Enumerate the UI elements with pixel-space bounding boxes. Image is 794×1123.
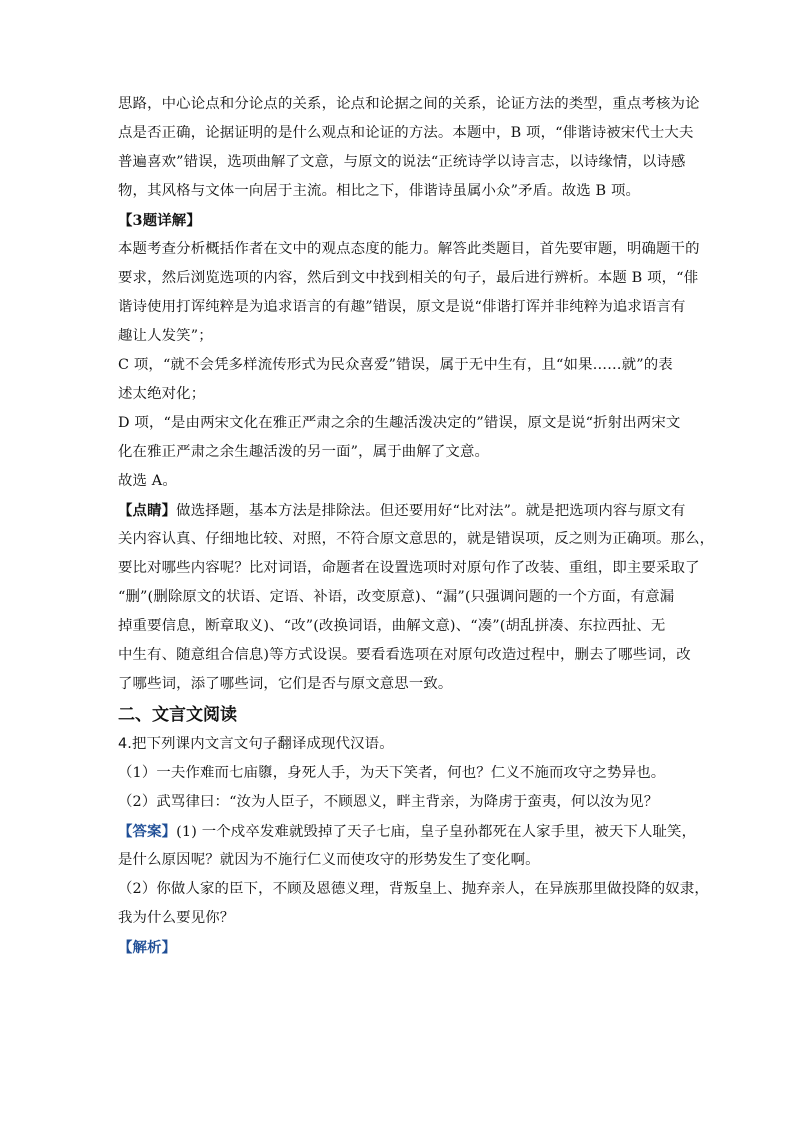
tips-block [118,496,715,699]
q3-heading: 【3题详解】 [118,212,201,229]
text-line: 要比对哪些内容呢？比对词语，命题者在设置选项时对原句作了改装、重组，即主要采取了 [118,560,700,576]
section-title: 二、文言文阅读 [118,705,237,725]
analysis-label: 【解析】 [118,939,177,956]
text-line: 本题考查分析概括作者在文中的观点态度的能力。解答此类题目，首先要审题，明确题干的 [118,241,700,257]
text-line: 掉重要信息，断章取义)、“改”(改换词语，曲解文意)、“凑”(胡乱拼凑、东拉西扯、无 [118,618,666,634]
text-line: 述太绝对化； [118,386,206,402]
question-prompt: 4.把下列课内文言文句子翻译成现代汉语。 [118,736,394,752]
text-line: 化在雅正严肃之余生趣活泼的另一面”，属于曲解了文意。 [118,444,490,460]
tips-label: 【点睛】 [118,502,177,519]
text-line: 中生有、随意组合信息)等方式设误。要看看选项在对原句改造过程中，删去了哪些词，改 [118,647,691,663]
text-line: 做选择题，基本方法是排除法。但还要用好“比对法”。就是把选项内容与原文有 [176,503,686,519]
text-line: 物，其风格与文体一向居于主流。相比之下，俳谐诗虽属小众”矛盾。故选 B 项。 [118,183,641,199]
question-item-2: （2）武骂律曰：“汝为人臣子，不顾恩义，畔主背亲，为降虏于蛮夷，何以汝为见？ [118,794,659,810]
question-4 [118,730,709,962]
paragraph-q2-analysis [118,90,700,206]
text-line: “删”(删除原文的状语、定语、补语，改变原意)、“漏”(只强调问题的一个方面，有意漏 [118,589,675,605]
conclusion-text: 故选 A。 [118,473,177,489]
answer-line: （2）你做人家的臣下，不顾及恩德义理，背叛皇上、抛弃亲人，在异族那里做投降的奴隶， [118,881,709,897]
text-line: 思路，中心论点和分论点的关系，论点和论据之间的关系，论证方法的类型，重点考核为论 [118,96,700,112]
paragraph-q3-analysis [118,235,700,351]
answer-line: (1) 一个戍卒发难就毁掉了天子七庙，皇子皇孙都死在人家手里，被天下人耻笑， [176,824,697,840]
document-page [118,90,715,962]
text-line: 趣让人发笑”； [118,328,213,344]
text-line: 点是否正确，论据证明的是什么观点和论证的方法。本题中，B 项，“俳谐诗被宋代士大夫 [118,125,694,141]
answer-label: 【答案】 [118,823,177,840]
text-line: 了哪些词，添了哪些词，它们是否与原文意思一致。 [118,676,453,692]
question-item-1: （1）一夫作难而七庙隳，身死人手，为天下笑者，何也？仁义不施而攻守之势异也。 [118,765,666,781]
text-line: 要求，然后浏览选项的内容，然后到文中找到相关的句子，最后进行辨析。本题 B 项，“俳 [118,270,699,286]
text-line: 关内容认真、仔细地比较、对照，不符合原文意思的，就是错误项，反之则为正确项。那么， [118,531,715,547]
answer-line: 我为什么要见你？ [118,910,235,926]
text-line: 普遍喜欢”错误，选项曲解了文意，与原文的说法“正统诗学以诗言志，以诗缘情，以诗感 [118,154,686,170]
text-line: C 项，“就不会凭多样流传形式为民众喜爱”错误，属于无中生有，且“如果……就”的表 [118,357,673,373]
paragraph-option-c [118,351,686,409]
paragraph-option-d [118,409,686,467]
text-line: 谐诗使用打诨纯粹是为追求语言的有趣”错误，原文是说“俳谐打诨并非纯粹为追求语言有 [118,299,686,315]
text-line: D 项，“是由两宋文化在雅正严肃之余的生趣活泼决定的”错误，原文是说“折射出两宋文 [118,415,681,431]
answer-line: 是什么原因呢？就因为不施行仁义而使攻守的形势发生了变化啊。 [118,852,540,868]
